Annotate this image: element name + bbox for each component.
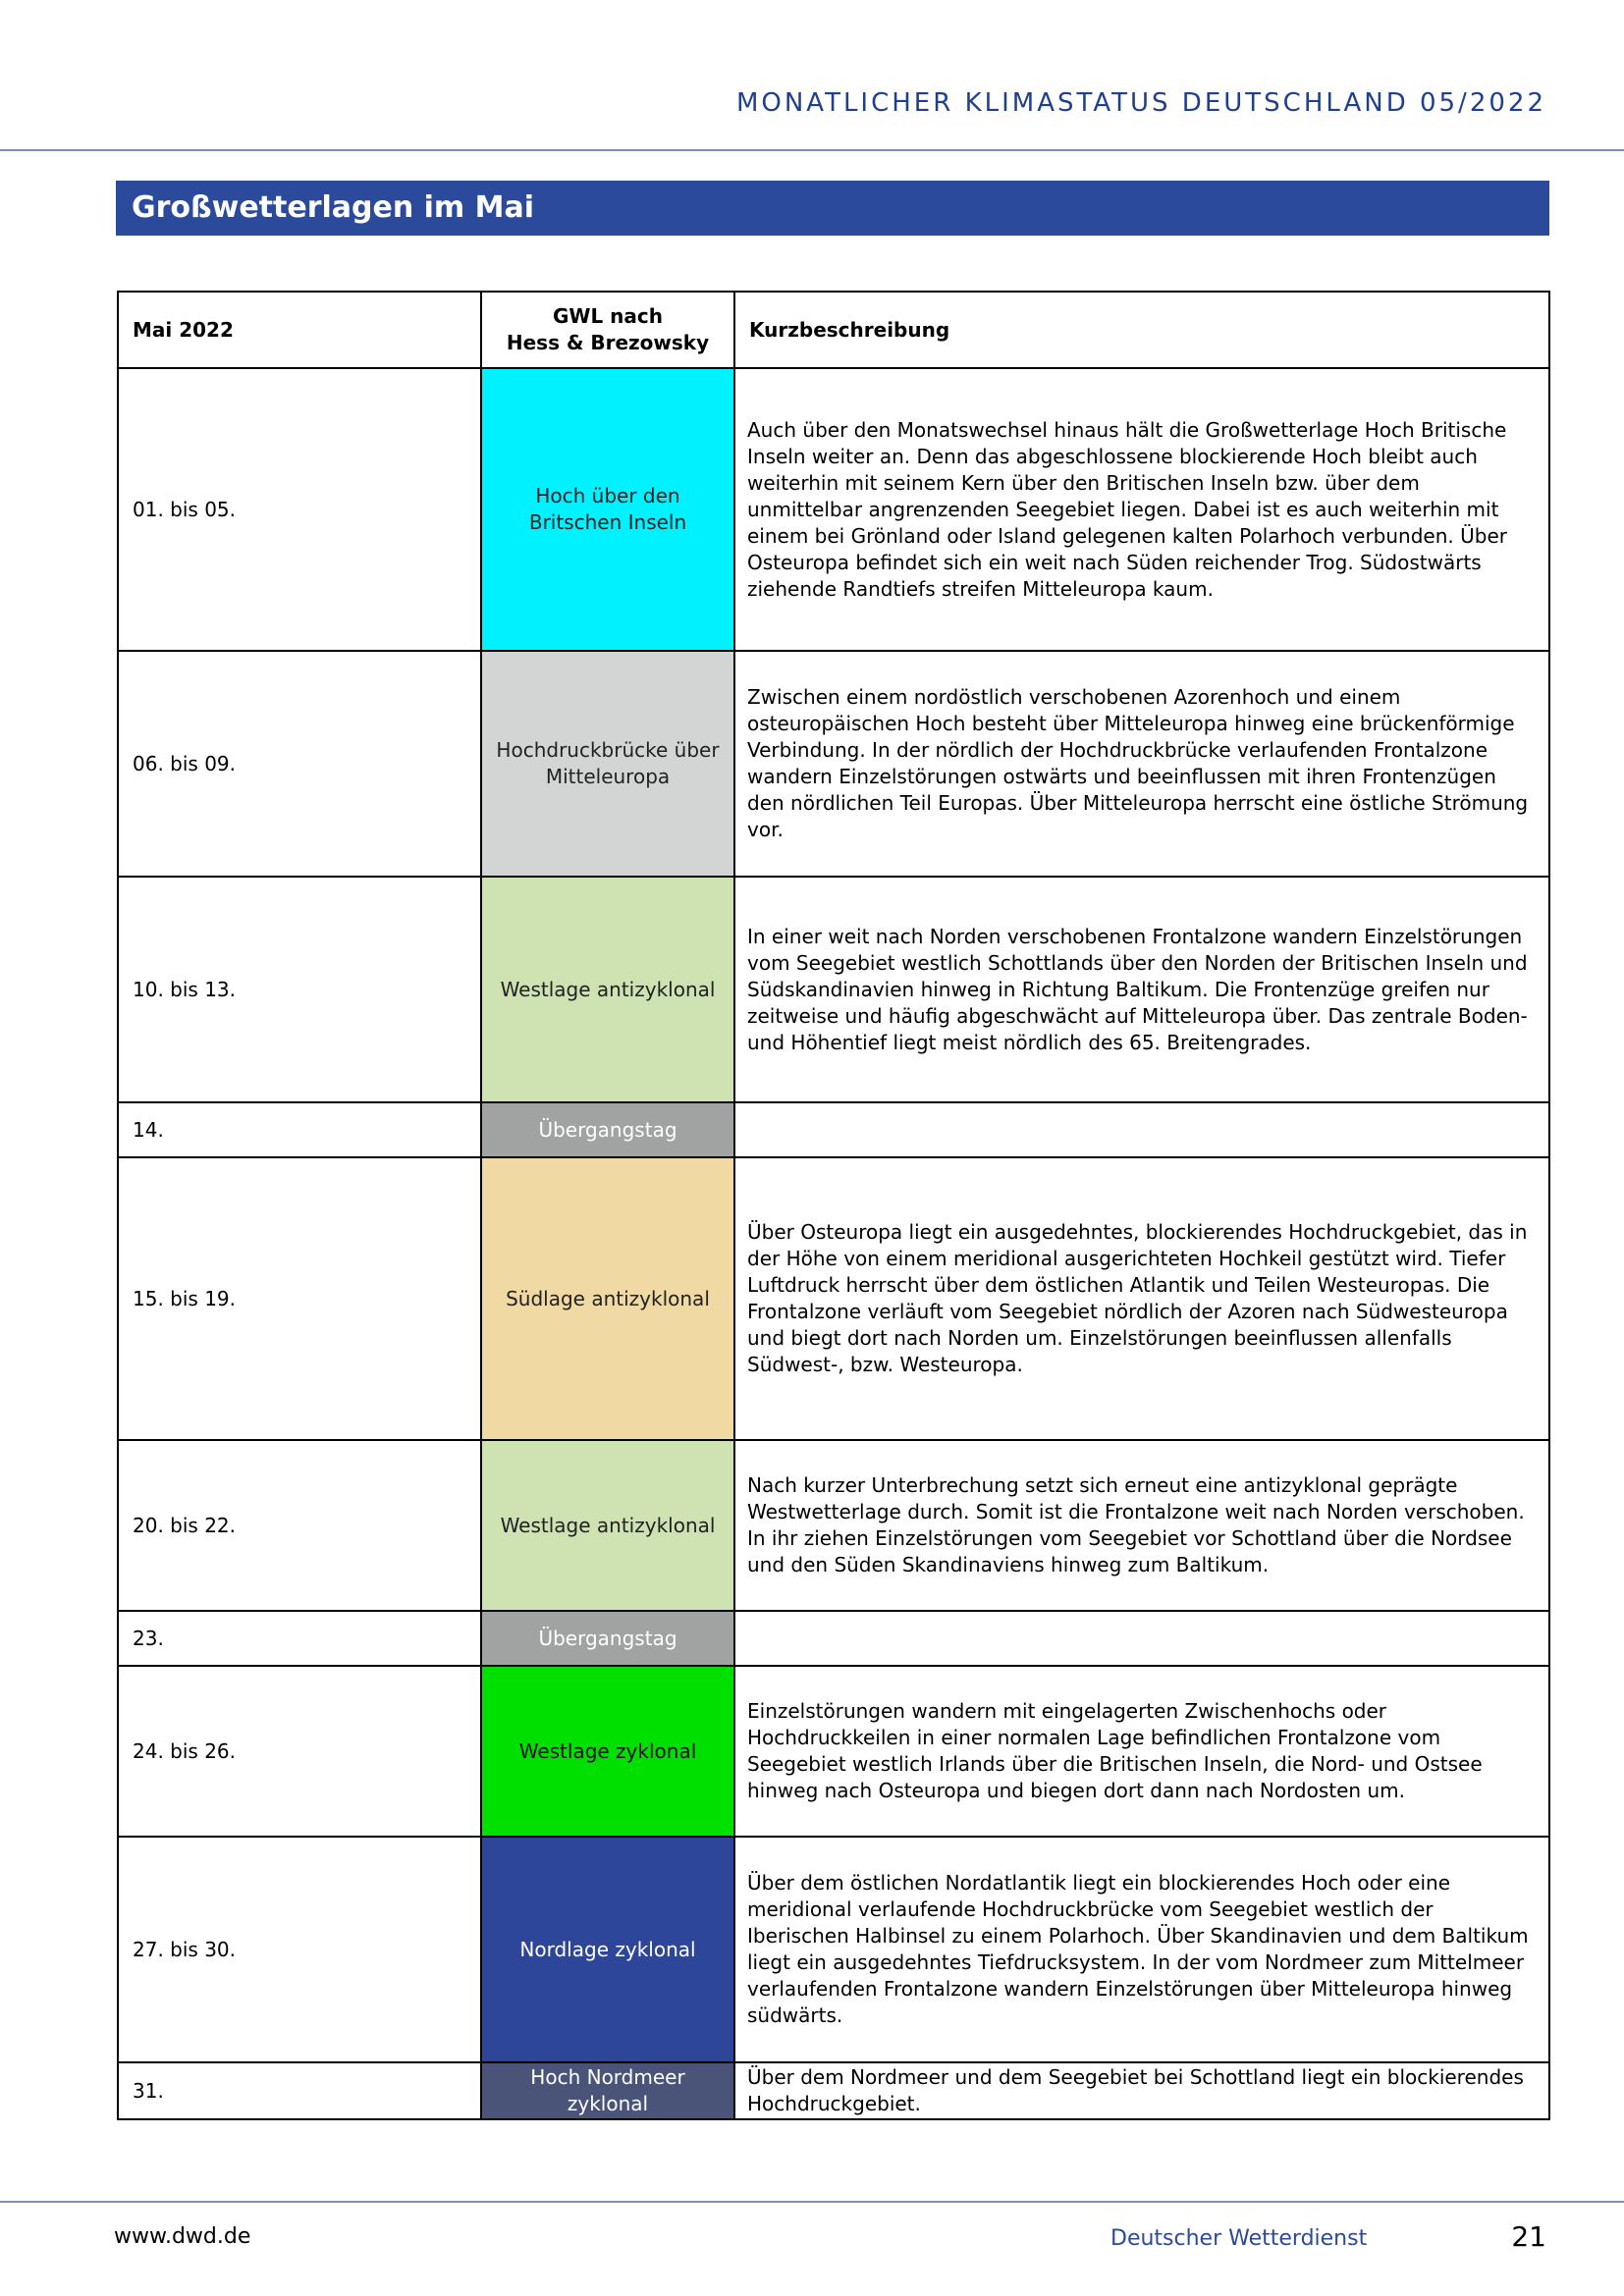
section-title: Großwetterlagen im Mai [116,181,1549,236]
table-row [118,877,1549,1102]
row-gwl: Hochdruckbrücke über Mitteleuropa [481,651,734,877]
table-row [118,2062,1549,2119]
header-gwl-line1: GWL nach [552,304,663,328]
row-gwl: Hoch über den Britschen Inseln [481,368,734,651]
table-row [118,368,1549,651]
table-row [118,1102,1549,1157]
row-description: In einer weit nach Norden verschobenen Frontalzone wandern Einzelstörungen vom Seegebiet westlich Schottlands über den Norden der Britischen Inseln und Südskandinavien hinweg in Richtung Baltikum. Die Frontenzüge greifen nur zeitweise und häufig abgeschwächt auf Mitteleuropa über. Das zentrale Boden- und Höhentief liegt meist nördlich des 65. Breitengrades. [734,877,1549,1102]
page-number: 21 [1511,2220,1546,2253]
header-description: Kurzbeschreibung [734,292,1549,368]
table-row [118,1666,1549,1837]
row-description: Über dem östlichen Nordatlantik liegt ein blockierendes Hoch oder eine meridional verlaufende Hochdruckbrücke vom Seegebiet westlich der Iberischen Halbinsel zu einem Polarhoch. Über Skandinavien und dem Baltikum liegt ein ausgedehntes Tiefdrucksystem. In der vom Nordmeer zum Mittelmeer verlaufenden Frontalzone wandern Einzelstörungen über Mitteleuropa hinweg südwärts. [734,1837,1549,2062]
row-description: Nach kurzer Unterbrechung setzt sich erneut eine antizyklonal geprägte Westwetterlage durch. Somit ist die Frontalzone weit nach Norden verschoben. In ihr ziehen Einzelstörungen vom Seegebiet vor Schottland über die Nordsee und den Süden Skandinaviens hinweg zum Baltikum. [734,1440,1549,1611]
row-period: 06. bis 09. [118,651,481,877]
row-gwl: Westlage zyklonal [481,1666,734,1837]
row-gwl: Westlage antizyklonal [481,877,734,1102]
footer-website[interactable]: www.dwd.de [114,2224,251,2249]
row-description: Über dem Nordmeer und dem Seegebiet bei Schottland liegt ein blockierendes Hochdruckgebiet. [734,2062,1549,2119]
header-title: MONATLICHER KLIMASTATUS DEUTSCHLAND 05/2022 [735,88,1546,118]
header-gwl-line2: Hess & Brezowsky [506,331,710,354]
row-gwl: Übergangstag [481,1611,734,1666]
table-row [118,651,1549,877]
header-divider [0,149,1624,151]
row-description [734,1611,1549,1666]
row-gwl: Südlage antizyklonal [481,1157,734,1440]
row-period: 01. bis 05. [118,368,481,651]
table-row [118,1611,1549,1666]
row-period: 14. [118,1102,481,1157]
header-gwl [481,292,734,368]
table-row [118,1157,1549,1440]
header-month: Mai 2022 [118,292,481,368]
row-period: 15. bis 19. [118,1157,481,1440]
table-row [118,1440,1549,1611]
row-period: 10. bis 13. [118,877,481,1102]
table-row [118,1837,1549,2062]
table-header-row [118,292,1549,368]
footer-organization: Deutscher Wetterdienst [1110,2226,1368,2251]
row-description: Über Osteuropa liegt ein ausgedehntes, blockierendes Hochdruckgebiet, das in der Höhe von einem meridional ausgerichteten Hochkeil gestützt wird. Tiefer Luftdruck herrscht über dem östlichen Atlantik und Teilen Westeuropas. Die Frontalzone verläuft vom Seegebiet nördlich der Azoren nach Südwesteuropa und biegt dort nach Norden um. Einzelstörungen beeinflussen allenfalls Südwest-, bzw. Westeuropa. [734,1157,1549,1440]
row-period: 20. bis 22. [118,1440,481,1611]
row-description: Zwischen einem nordöstlich verschobenen Azorenhoch und einem osteuropäischen Hoch besteht über Mitteleuropa hinweg eine brückenförmige Verbindung. In der nördlich der Hochdruckbrücke verlaufenden Frontalzone wandern Einzelstörungen ostwärts und beeinflussen mit ihren Frontenzügen den nördlichen Teil Europas. Über Mitteleuropa herrscht eine östliche Strömung vor. [734,651,1549,877]
row-description: Auch über den Monatswechsel hinaus hält die Großwetterlage Hoch Britische Inseln weiter an. Denn das abgeschlossene blockierende Hoch bleibt auch weiterhin mit seinem Kern über den Britischen Inseln bzw. über dem unmittelbar angrenzenden Seegebiet liegen. Dabei ist es auch weiterhin mit einem bei Grönland oder Island gelegenen kalten Polarhoch verbunden. Über Osteuropa befindet sich ein weit nach Süden reichender Trog. Südostwärts ziehende Randtiefs streifen Mitteleuropa kaum. [734,368,1549,651]
row-description [734,1102,1549,1157]
footer-divider [0,2201,1624,2203]
weather-patterns-table [117,291,1550,2120]
row-gwl: Hoch Nordmeer zyklonal [481,2062,734,2119]
row-period: 31. [118,2062,481,2119]
row-gwl: Nordlage zyklonal [481,1837,734,2062]
row-period: 27. bis 30. [118,1837,481,2062]
row-period: 23. [118,1611,481,1666]
row-gwl: Westlage antizyklonal [481,1440,734,1611]
row-description: Einzelstörungen wandern mit eingelagerten Zwischenhochs oder Hochdruckkeilen in einer normalen Lage befindlichen Frontalzone vom Seegebiet westlich Irlands über die Britischen Inseln, die Nord- und Ostsee hinweg nach Osteuropa und biegen dort dann nach Nordosten um. [734,1666,1549,1837]
row-period: 24. bis 26. [118,1666,481,1837]
row-gwl: Übergangstag [481,1102,734,1157]
